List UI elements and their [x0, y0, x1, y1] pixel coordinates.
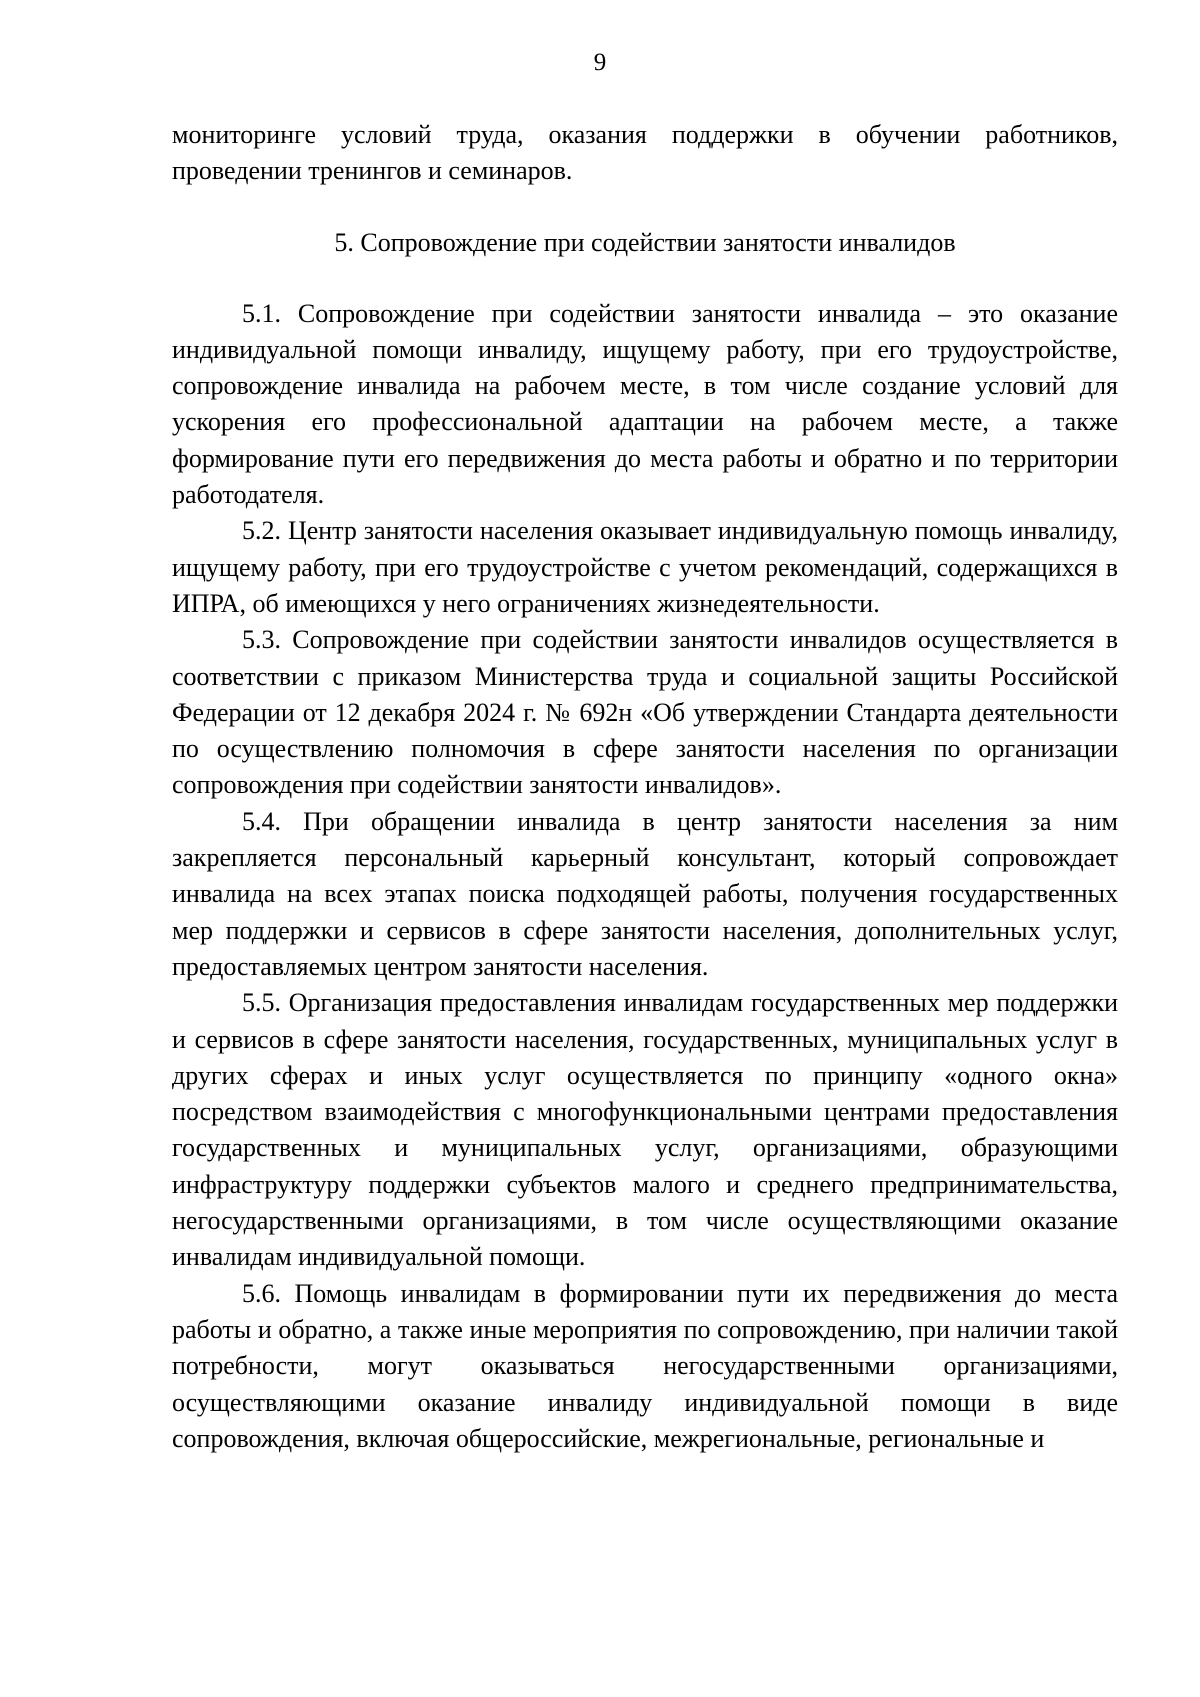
paragraph-5-2: 5.2. Центр занятости населения оказывает индивидуальную помощь инвалиду, ищущему работу, при его трудоустройстве с учетом рекомендаций, содержащихся в ИПРА, об имеющихся у него ограничениях жизнедеятельности.	[172, 516, 1118, 618]
paragraph-5-5: 5.5. Организация предоставления инвалидам государственных мер поддержки и сервисов в сфере занятости населения, государственных, муниципальных услуг в других сферах и иных услуг осуществляется по принципу «одного окна» посредством взаимодействия с многофункциональными центрами предоставления государственных и муниципальных услуг, организациями, образующими инфраструктуру поддержки субъектов малого и среднего предпринимательства, негосударственными организациями, в том числе осуществляющими оказание инвалидам индивидуальной помощи.	[172, 988, 1118, 1272]
section-heading: 5. Сопровождение при содействии занятости инвалидов	[334, 227, 956, 257]
page-number: 9	[593, 49, 607, 76]
document-body	[172, 117, 1118, 1457]
paragraph-5-6: 5.6. Помощь инвалидам в формировании пути их передвижения до места работы и обратно, а также иные мероприятия по сопровождению, при наличии такой потребности, могут оказываться негосударственными организациями, осуществляющими оказание инвалиду индивидуальной помощи в виде сопровождения, включая общероссийские, межрегиональные, региональные и	[172, 1278, 1118, 1453]
intro-paragraph: мониторинге условий труда, оказания поддержки в обучении работников, проведении тренингов и семинаров.	[172, 120, 1118, 186]
paragraph-5-3: 5.3. Сопровождение при содействии занятости инвалидов осуществляется в соответствии с приказом Министерства труда и социальной защиты Российской Федерации от 12 декабря 2024 г. № 692н «Об утверждении Стандарта деятельности по осуществлению полномочия в сфере занятости населения по организации сопровождения при содействии занятости инвалидов».	[172, 625, 1118, 800]
paragraph-5-4: 5.4. При обращении инвалида в центр занятости населения за ним закрепляется персональный карьерный консультант, который сопровождает инвалида на всех этапах поиска подходящей работы, получения государственных мер поддержки и сервисов в сфере занятости населения, дополнительных услуг, предоставляемых центром занятости населения.	[172, 806, 1118, 981]
paragraph-5-1: 5.1. Сопровождение при содействии занятости инвалида – это оказание индивидуальной помощи инвалиду, ищущему работу, при его трудоустройстве, сопровождение инвалида на рабочем месте, в том числе создание условий для ускорения его профессиональной адаптации на рабочем месте, а также формирование пути его передвижения до места работы и обратно и по территории работодателя.	[172, 298, 1118, 510]
